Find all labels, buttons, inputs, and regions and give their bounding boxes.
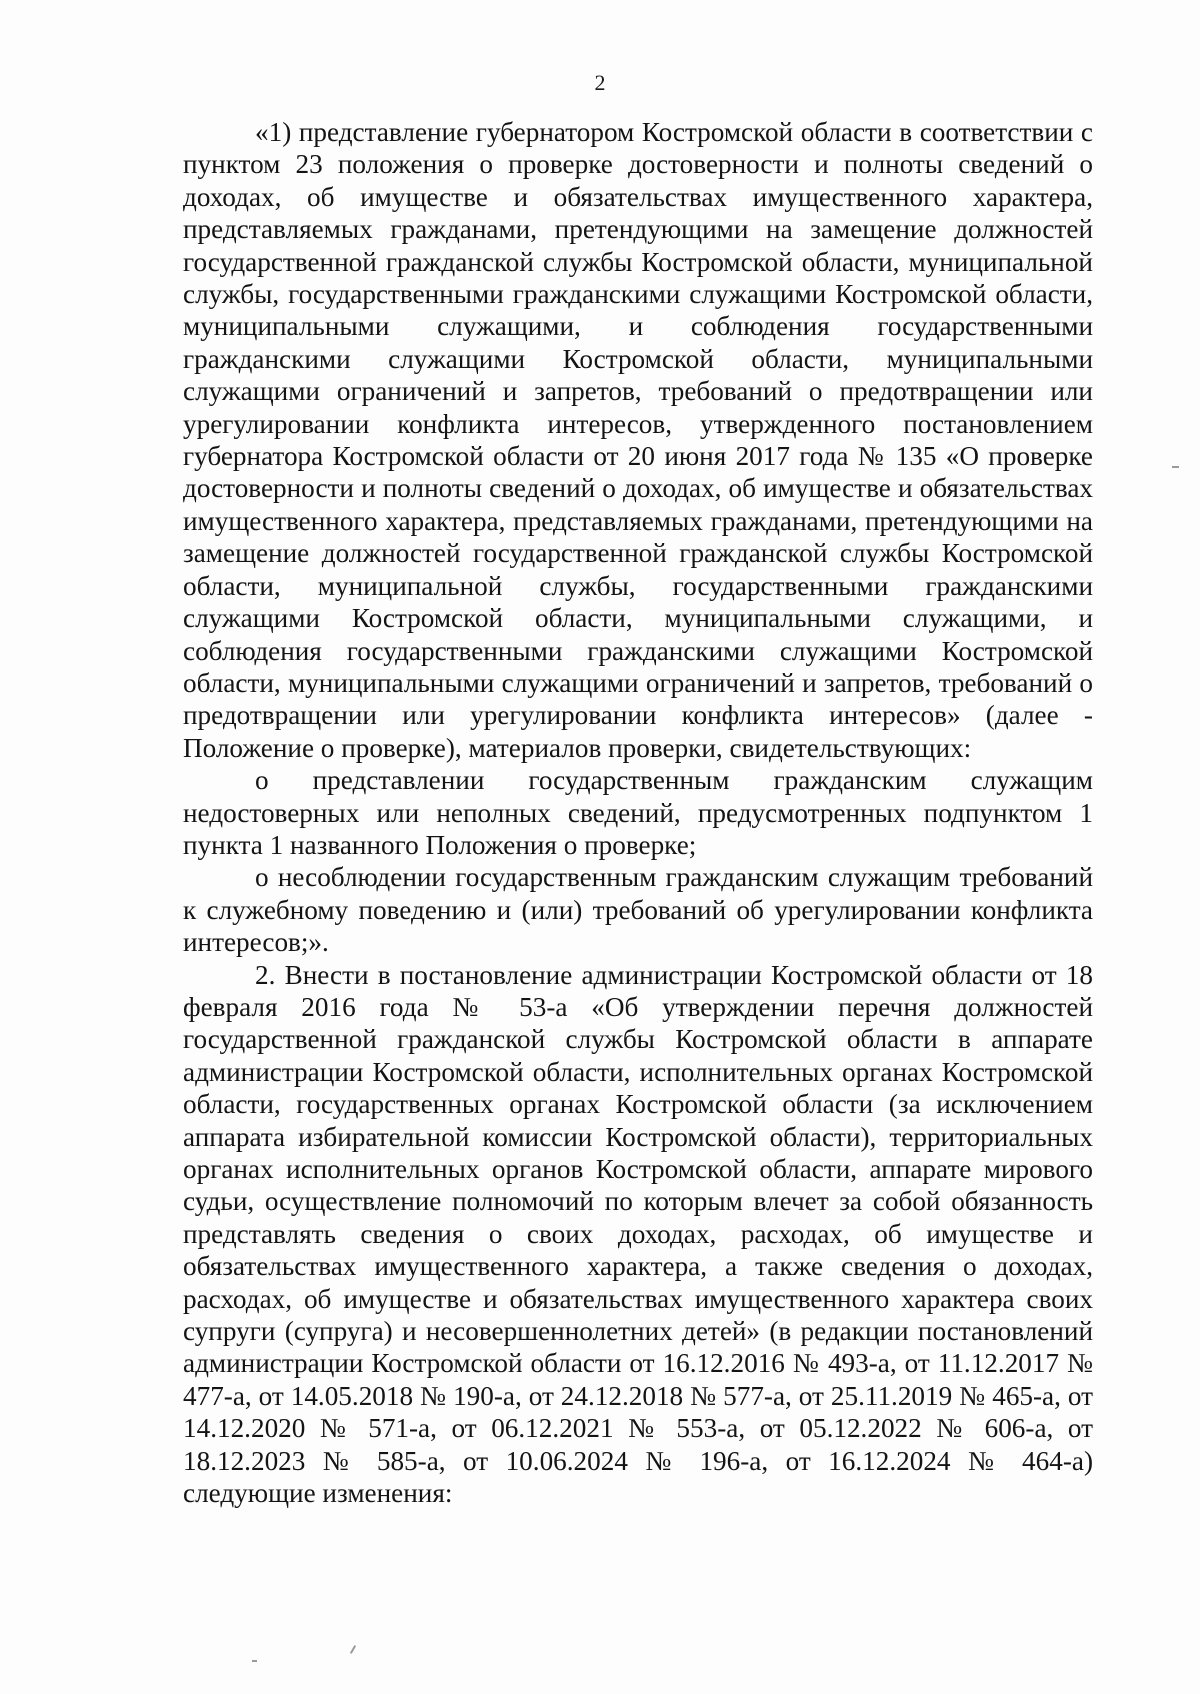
scan-artifact <box>252 1660 257 1662</box>
paragraph-item-1-representation: «1) представление губернатором Костромской области в соответствии с пунктом 23 положения о проверке достоверности и полноты сведений о доходах, об имуществе и обязательствах имущественного характера, представляемых гражданами, претендующими на замещение должностей государственной гражданской службы Костромской области, муниципальной службы, государственными гражданскими служащими Костромской области, муниципальными служащими, и соблюдения государственными гражданскими служащими Костромской области, муниципальными служащими ограничений и запретов, требований о предотвращении или урегулировании конфликта интересов, утвержденного постановлением губернатора Костромской области от 20 июня 2017 года № 135 «О проверке достоверности и полноты сведений о доходах, об имуществе и обязательствах имущественного характера, представляемых гражданами, претендующими на замещение должностей государственной гражданской службы Костромской области, муниципальной службы, государственными гражданскими служащими Костромской области, муниципальными служащими, и соблюдения государственными гражданскими служащими Костромской области, муниципальными служащими ограничений и запретов, требований о предотвращении или урегулировании конфликта интересов» (далее - Положение о проверке), материалов проверки, свидетельствующих: <box>183 117 1093 763</box>
scan-artifact <box>1172 466 1179 468</box>
paragraph-item-2-amendments: 2. Внести в постановление администрации Костромской области от 18 февраля 2016 года № 53-а «Об утверждении перечня должностей государственной гражданской службы Костромской области в аппарате администрации Костромской области, исполнительных органах Костромской области, государственных органах Костромской области (за исключением аппарата избирательной комиссии Костромской области), территориальных органах исполнительных органов Костромской области, аппарате мирового судьи, осуществление полномочий по которым влечет за собой обязанность представлять сведения о своих доходах, расходах, об имуществе и обязательствах имущественного характера, а также сведения о доходах, расходах, об имуществе и обязательствах имущественного характера своих супруги (супруга) и несовершеннолетних детей» (в редакции постановлений администрации Костромской области от 16.12.2016 № 493-а, от 11.12.2017 № 477-а, от 14.05.2018 № 190-а, от 24.12.2018 № 577-а, от 25.11.2019 № 465-а, от 14.12.2020 № 571-а, от 06.12.2021 № 553-а, от 05.12.2022 № 606-а, от 18.12.2023 № 585-а, от 10.06.2024 № 196-а, от 16.12.2024 № 464-а) следующие изменения: <box>183 959 1093 1509</box>
paragraph-unreliable-info: о представлении государственным гражданским служащим недостоверных или неполных сведений, предусмотренных подпунктом 1 пункта 1 названного Положения о проверке; <box>183 765 1093 860</box>
paragraph-non-compliance: о несоблюдении государственным гражданским служащим требований к служебному поведению и (или) требований об урегулировании конфликта интересов;». <box>183 862 1093 958</box>
page-number: 2 <box>594 70 606 95</box>
document-body <box>183 116 1093 1509</box>
scan-artifact <box>350 1645 356 1654</box>
